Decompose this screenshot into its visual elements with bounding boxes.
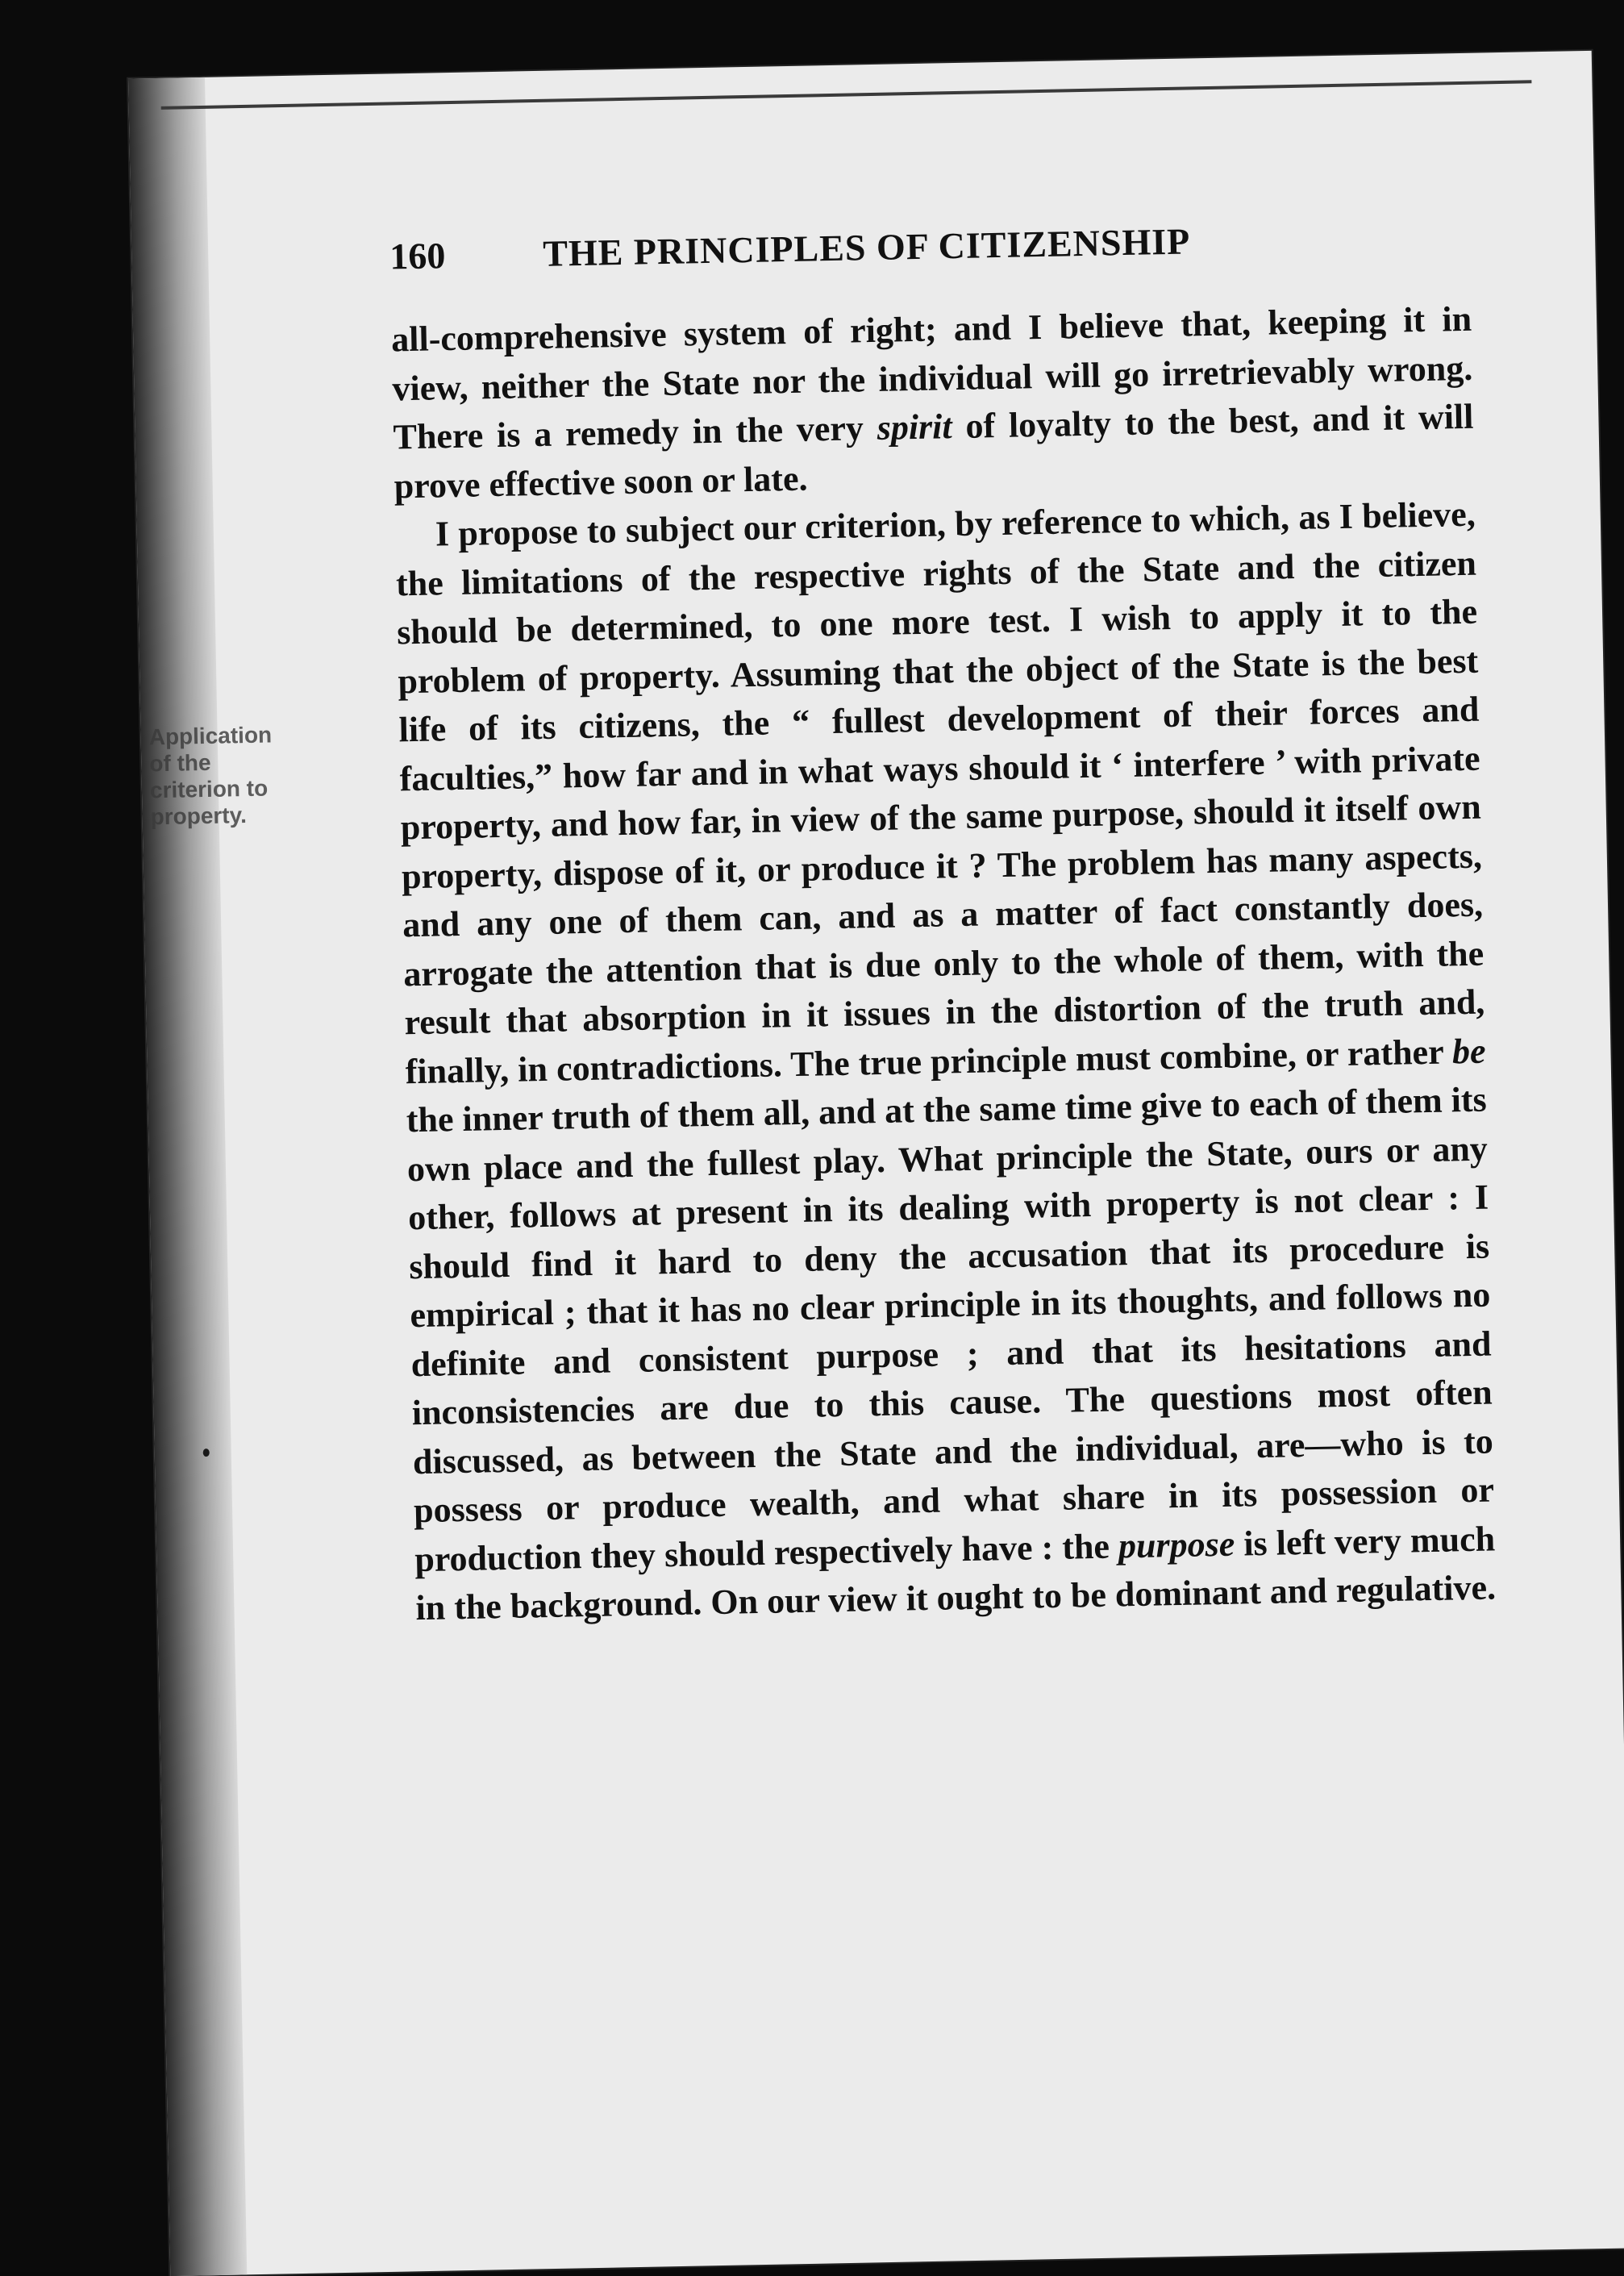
paragraph-2-emphasis-purpose: purpose <box>1118 1524 1235 1565</box>
paragraph-1-text-a: all-comprehensive system of right; and I believe that, keeping it in view, neither the State nor the individual will go irretrievably wrong. There is a remedy in the very <box>390 298 1473 457</box>
paragraph-1-emphasis: spirit <box>877 406 953 448</box>
paragraph-2-emphasis-be: be <box>1451 1031 1486 1071</box>
paragraph-1-text-b: of loyalty to the best, and it will prove effective soon or late. <box>394 396 1474 506</box>
marginal-note-line: property. <box>150 802 248 830</box>
marginal-note-line: of the <box>149 749 211 777</box>
marginal-note-line: criterion to <box>149 775 269 803</box>
paragraph-2-text-b: the inner truth of them all, and at the same time give to each of them its own place and the fullest play. What principle the State, ours or any other, follows at present in its dealing with property is not clear : I should find it hard to deny the accusation that its procedure is empirical ; that it has no clear principle in its thoughts, and follows no definite and consistent purpose ; and that its hesitations and inconsistencies are due to this cause. The questions most often discussed, as between the State and the individual, are—who is to possess or produce wealth, and what share in its possession or production they should respectively have : the <box>406 1079 1495 1579</box>
page-number: 160 <box>389 235 446 277</box>
page-top-edge <box>161 80 1532 110</box>
scan-speck <box>203 1449 210 1457</box>
marginal-note-line: Application <box>148 722 273 750</box>
book-page <box>128 51 1624 2276</box>
paragraph-1 <box>391 295 1475 511</box>
paragraph-2-text-a: I propose to subject our criterion, by reference to which, as I believe, the limitations of the respective rights of the State and the citizen should be determined, to one more test. I wish to apply it to the problem of property. Assuming that the object of the State is the best life of its citizens, the “ fullest development of their forces and faculties,” how far and in what ways should it ‘ interfere ’ with private property, and how far, in view of the same purpose, should it itself own property, dispose of it, or produce it ? The problem has many aspects, and any one of them can, and as a matter of fact constantly does, arrogate the attention that is due only to the whole of them, with the result that absorption in it issues in the distortion of the truth and, finally, in contradictions. The true principle must combine, or rather <box>395 494 1485 1091</box>
body-text <box>391 295 1497 1633</box>
paragraph-2 <box>394 490 1496 1633</box>
running-title: THE PRINCIPLES OF CITIZENSHIP <box>542 220 1191 274</box>
page-header <box>389 215 1438 277</box>
marginal-note <box>148 720 311 830</box>
paragraph-2-text-c: is left very much in the background. On our view it ought to be dominant and regulative. <box>415 1518 1497 1628</box>
